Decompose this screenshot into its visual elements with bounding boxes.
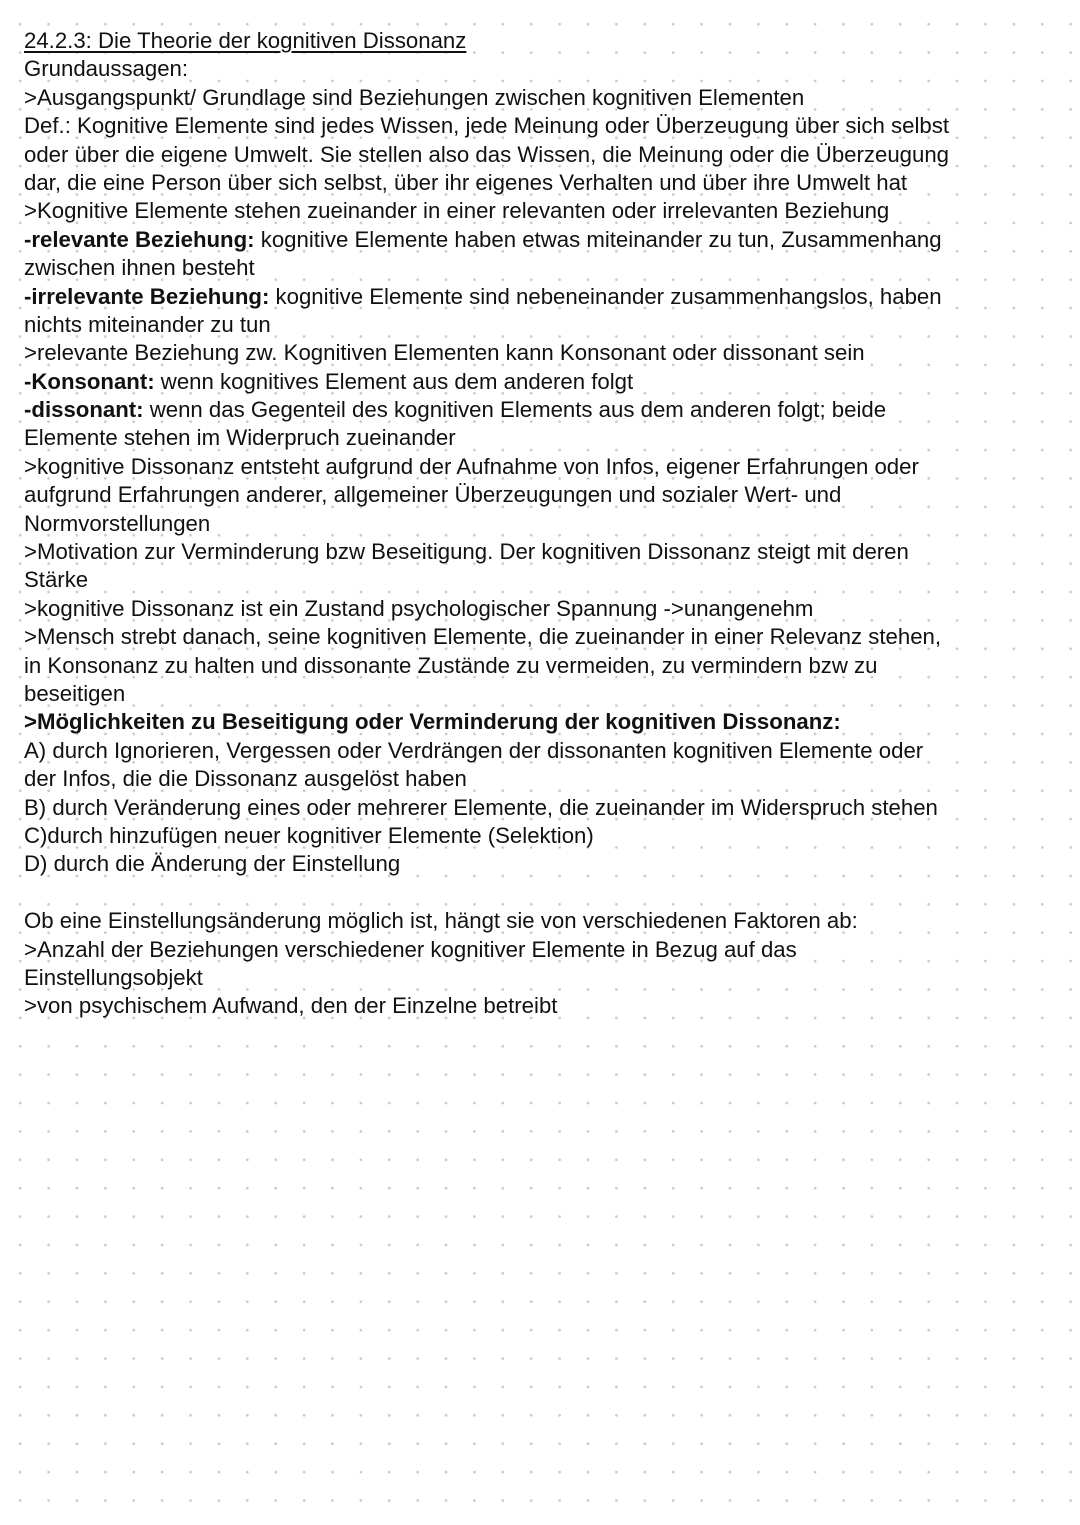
- relevant-line-2: zwischen ihnen besteht: [24, 255, 255, 281]
- konsonant-dissonant-line: >relevante Beziehung zw. Kognitiven Elementen kann Konsonant oder dissonant sein: [24, 340, 865, 366]
- irrelevant-line-1: [24, 283, 1054, 311]
- section-title: 24.2.3: Die Theorie der kognitiven Dissonanz: [24, 28, 467, 53]
- irrelevant-term: -irrelevante Beziehung:: [24, 283, 270, 309]
- option-d-line: D) durch die Änderung der Einstellung: [24, 851, 401, 877]
- irrelevant-text: kognitive Elemente sind nebeneinander zusammenhangslos, haben: [269, 283, 942, 309]
- anzahl-line-1: >Anzahl der Beziehungen verschiedener kognitiver Elemente in Bezug auf das: [24, 936, 797, 962]
- option-a-line-1: A) durch Ignorieren, Vergessen oder Verdrängen der dissonanten kognitiven Elemente oder: [24, 737, 924, 763]
- irrelevant-line-2: nichts miteinander zu tun: [24, 311, 271, 337]
- mensch-line-2: in Konsonanz zu halten und dissonante Zustände zu vermeiden, zu vermindern bzw zu: [24, 652, 878, 678]
- aufwand-line: >von psychischem Aufwand, den der Einzelne betreibt: [24, 993, 558, 1019]
- konsonant-term: -Konsonant:: [24, 368, 155, 394]
- entsteht-line-1: >kognitive Dissonanz entsteht aufgrund der Aufnahme von Infos, eigener Erfahrungen oder: [24, 453, 919, 479]
- entsteht-line-2: aufgrund Erfahrungen anderer, allgemeiner Überzeugungen und sozialer Wert- und: [24, 482, 842, 508]
- mensch-line-3: beseitigen: [24, 680, 126, 706]
- relevant-text: kognitive Elemente haben etwas miteinander zu tun, Zusammenhang: [254, 226, 942, 252]
- grundaussagen-heading: Grundaussagen:: [24, 56, 189, 82]
- zustand-line: >kognitive Dissonanz ist ein Zustand psychologischer Spannung ->unangenehm: [24, 595, 814, 621]
- ausgangspunkt-line: >Ausgangspunkt/ Grundlage sind Beziehungen zwischen kognitiven Elementen: [24, 84, 805, 110]
- dissonant-line-1: [24, 396, 1054, 424]
- anzahl-line-2: Einstellungsobjekt: [24, 964, 203, 990]
- moeglichkeiten-heading: [24, 708, 1054, 736]
- relevant-term: -relevante Beziehung:: [24, 226, 255, 252]
- entsteht-line-3: Normvorstellungen: [24, 510, 211, 536]
- definition-line-3: dar, die eine Person über sich selbst, über ihr eigenes Verhalten und über ihre Umwelt hat: [24, 169, 908, 195]
- mensch-line-1: >Mensch strebt danach, seine kognitiven Elemente, die zueinander in einer Relevanz stehen,: [24, 624, 942, 650]
- motivation-line-1: >Motivation zur Verminderung bzw Beseitigung. Der kognitiven Dissonanz steigt mit deren: [24, 539, 909, 565]
- beziehung-line: >Kognitive Elemente stehen zueinander in einer relevanten oder irrelevanten Beziehung: [24, 198, 890, 224]
- moeglichkeiten-heading-text: >Möglichkeiten zu Beseitigung oder Verminderung der kognitiven Dissonanz:: [24, 709, 841, 735]
- option-a-line-2: der Infos, die die Dissonanz ausgelöst haben: [24, 766, 467, 792]
- relevant-line-1: [24, 226, 1054, 254]
- option-b-line: B) durch Veränderung eines oder mehrerer Elemente, die zueinander im Widerspruch stehen: [24, 794, 938, 820]
- konsonant-line: [24, 368, 1054, 396]
- motivation-line-2: Stärke: [24, 567, 89, 593]
- note-page: [24, 27, 1054, 1021]
- definition-line-2: oder über die eigene Umwelt. Sie stellen also das Wissen, die Meinung oder die Überzeugung: [24, 141, 950, 167]
- dissonant-text: wenn das Gegenteil des kognitiven Elements aus dem anderen folgt; beide: [143, 397, 887, 423]
- konsonant-text: wenn kognitives Element aus dem anderen folgt: [154, 368, 634, 394]
- definition-line-1: Def.: Kognitive Elemente sind jedes Wissen, jede Meinung oder Überzeugung über sich selbst: [24, 113, 949, 139]
- option-c-line: C)durch hinzufügen neuer kognitiver Elemente (Selektion): [24, 822, 594, 848]
- dissonant-term: -dissonant:: [24, 397, 144, 423]
- dissonant-line-2: Elemente stehen im Widerpruch zueinander: [24, 425, 456, 451]
- faktoren-intro-line: Ob eine Einstellungsänderung möglich ist, hängt sie von verschiedenen Faktoren ab:: [24, 908, 858, 934]
- blank-line: [24, 879, 1054, 907]
